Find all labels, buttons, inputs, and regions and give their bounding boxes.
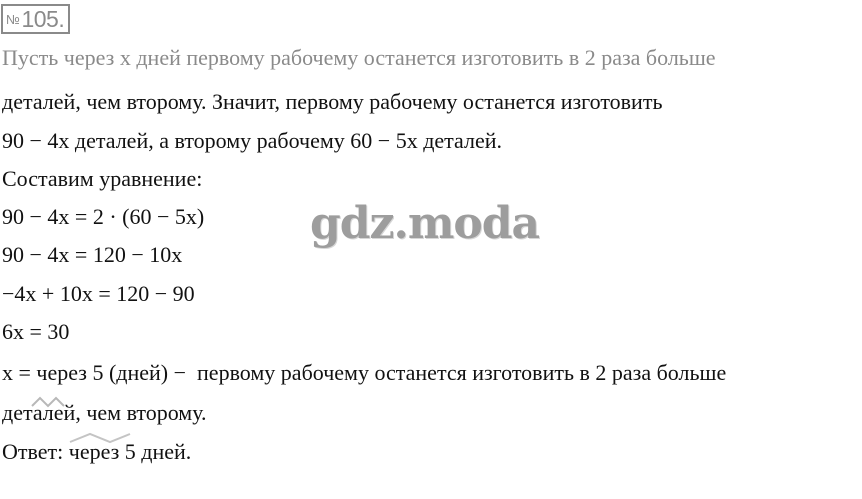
equation-line-2: 90 − 4x = 120 − 10x <box>2 242 183 267</box>
equation-line-4: 6x = 30 <box>2 319 70 344</box>
ghost-scribble-decoration <box>30 390 150 450</box>
problem-number: 105. <box>21 5 65 32</box>
text-line-3: 90 − 4x деталей, а второму рабочему 60 − 5x деталей. <box>2 128 503 153</box>
text-line-9: x = через 5 (дней) − первому рабочему останется изготовить в 2 раза больше <box>2 360 727 385</box>
equation-line-3: −4x + 10x = 120 − 90 <box>2 281 195 306</box>
number-sign: № <box>6 11 20 27</box>
equation-line-1: 90 − 4x = 2 · (60 − 5x) <box>2 204 205 229</box>
text-line-10: деталей, чем второму. <box>2 400 207 425</box>
answer-line: Ответ: через 5 дней. <box>2 439 192 464</box>
text-line-4: Составим уравнение: <box>2 166 203 191</box>
text-line-2: деталей, чем второму. Значит, первому рабочему останется изготовить <box>2 89 663 114</box>
text-line-1: Пусть через x дней первому рабочему останется изготовить в 2 раза больше <box>2 45 716 70</box>
watermark: gdz.moda <box>310 198 540 249</box>
problem-number-badge <box>1 4 70 34</box>
